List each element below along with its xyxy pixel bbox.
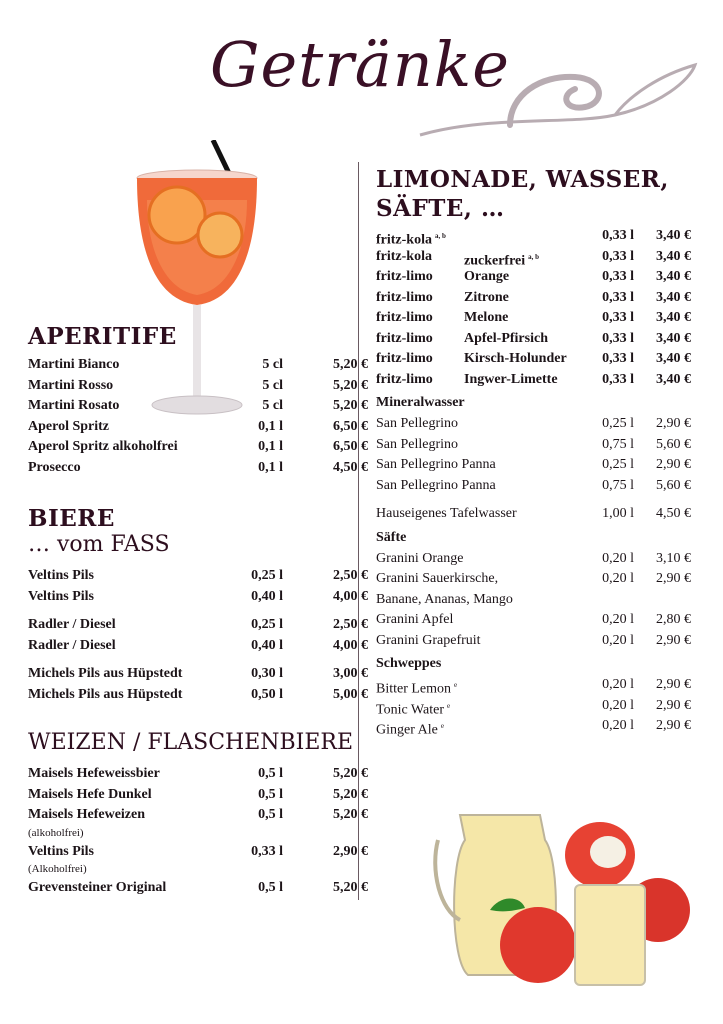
aperitife-list xyxy=(28,355,368,478)
list-item: Radler / Diesel 0,25 l 2,50 € xyxy=(28,617,368,632)
list-item: San Pellegrino 0,75 l 5,60 € xyxy=(376,436,691,452)
saefte-heading: Säfte xyxy=(376,529,407,545)
list-item: fritz-limo Orange 0,33 l 3,40 € xyxy=(376,269,691,284)
list-item: Granini Sauerkirsche, 0,20 l 2,90 € xyxy=(376,571,691,586)
title-flourish xyxy=(400,55,700,150)
item-note: (Alkoholfrei) xyxy=(28,863,87,875)
list-item: Martini Rosato 5 cl 5,20 € xyxy=(28,398,368,413)
list-item: fritz-kola $^{a, b}$ 0,33 l 3,40 € xyxy=(376,228,691,248)
list-item: fritz-limo Melone 0,33 l 3,40 € xyxy=(376,310,691,325)
list-item: fritz-kola zuckerfrei $^{a, b}$ 0,33 l 3,40 € xyxy=(376,248,691,269)
biere-list xyxy=(28,566,368,705)
list-item: San Pellegrino 0,25 l 2,90 € xyxy=(376,416,691,431)
juice-jug-apples-image xyxy=(430,800,700,995)
list-item: San Pellegrino Panna 0,25 l 2,90 € xyxy=(376,457,691,472)
list-item: Ginger Ale $^e$ 0,20 l 2,90 € xyxy=(376,718,691,738)
list-item: Maisels Hefeweizen 0,5 l 5,20 € xyxy=(28,807,368,822)
list-item: Veltins Pils 0,33 l 2,90 € xyxy=(28,843,368,859)
list-item: Michels Pils aus Hüpstedt 0,30 l 3,00 € xyxy=(28,666,368,681)
item-note: (alkoholfrei) xyxy=(28,826,84,839)
list-item-continued: Banane, Ananas, Mango xyxy=(376,591,513,607)
page-title: Getränke xyxy=(210,28,510,101)
weizen-list xyxy=(28,764,368,899)
list-item: Aperol Spritz 0,1 l 6,50 € xyxy=(28,418,368,434)
list-item: Maisels Hefeweissbier 0,5 l 5,20 € xyxy=(28,766,368,781)
list-item: Martini Rosso 5 cl 5,20 € xyxy=(28,377,368,393)
list-item: Prosecco 0,1 l 4,50 € xyxy=(28,459,368,475)
weizen-heading: WEIZEN / FLASCHENBIERE xyxy=(28,730,354,755)
limonade-list xyxy=(376,226,694,737)
list-item: Michels Pils aus Hüpstedt 0,50 l 5,00 € xyxy=(28,686,368,702)
aperitife-heading: APERITIFE xyxy=(28,323,177,350)
list-item: Granini Apfel 0,20 l 2,80 € xyxy=(376,612,691,627)
list-item: Tonic Water $^e$ 0,20 l 2,90 € xyxy=(376,697,691,718)
list-item: Grevensteiner Original 0,5 l 5,20 € xyxy=(28,880,368,895)
list-item: Hauseigenes Tafelwasser 1,00 l 4,50 € xyxy=(376,506,691,521)
list-item: fritz-limo Ingwer-Limette 0,33 l 3,40 € xyxy=(376,371,691,387)
list-item: Veltins Pils 0,40 l 4,00 € xyxy=(28,588,368,604)
biere-subheading: … vom FASS xyxy=(28,532,170,557)
list-item: Maisels Hefe Dunkel 0,5 l 5,20 € xyxy=(28,786,368,802)
limonade-heading: LIMONADE, WASSER, SÄFTE, … xyxy=(376,166,669,222)
list-item: San Pellegrino Panna 0,75 l 5,60 € xyxy=(376,477,691,493)
mineralwasser-heading: Mineralwasser xyxy=(376,395,465,410)
list-item: fritz-limo Kirsch-Holunder 0,33 l 3,40 € xyxy=(376,351,691,366)
list-item: fritz-limo Zitrone 0,33 l 3,40 € xyxy=(376,289,691,305)
list-item: Radler / Diesel 0,40 l 4,00 € xyxy=(28,637,368,653)
biere-heading: BIERE xyxy=(28,505,115,532)
list-item: fritz-limo Apfel-Pfirsich 0,33 l 3,40 € xyxy=(376,330,691,346)
list-item: Granini Grapefruit 0,20 l 2,90 € xyxy=(376,632,691,648)
list-item: Veltins Pils 0,25 l 2,50 € xyxy=(28,568,368,583)
list-item: Bitter Lemon $^e$ 0,20 l 2,90 € xyxy=(376,677,691,697)
list-item: Granini Orange 0,20 l 3,10 € xyxy=(376,550,691,566)
schweppes-heading: Schweppes xyxy=(376,656,442,671)
list-item: Aperol Spritz alkoholfrei 0,1 l 6,50 € xyxy=(28,439,368,454)
list-item: Martini Bianco 5 cl 5,20 € xyxy=(28,357,368,372)
